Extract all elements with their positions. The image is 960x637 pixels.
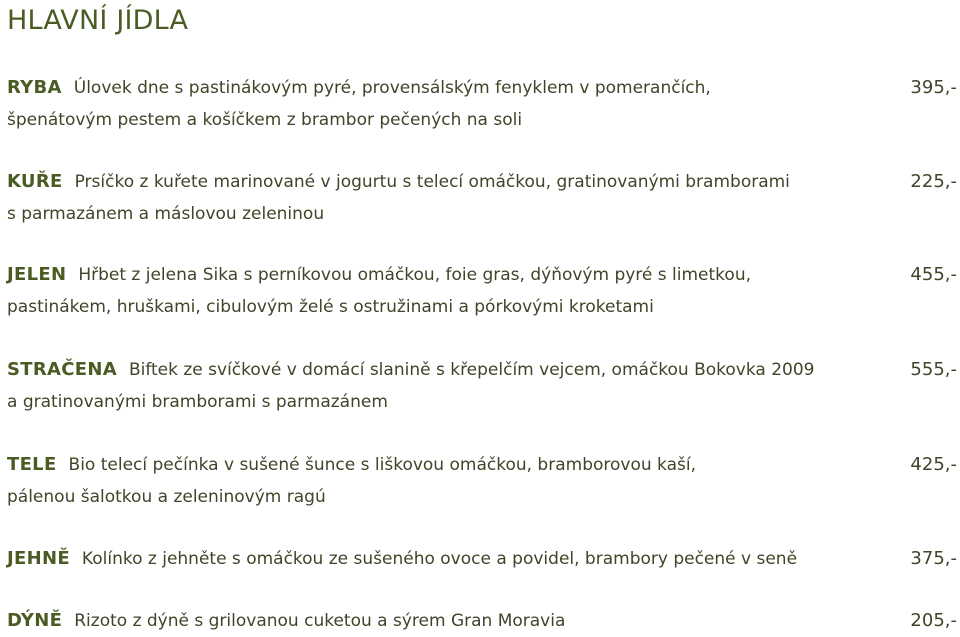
dish-price: 425,- bbox=[910, 454, 957, 475]
section-title: HLAVNÍ JÍDLA bbox=[7, 5, 189, 36]
dish-name: JEHNĚ bbox=[7, 548, 70, 569]
dish-description: Úlovek dne s pastinákovým pyré, provensálským fenyklem v pomerančích, bbox=[73, 78, 711, 98]
dish-description: Bio telecí pečínka v sušené šunce s liškovou omáčkou, bramborovou kaší, bbox=[68, 455, 696, 475]
dish-name: KUŘE bbox=[7, 171, 63, 192]
dish-price: 555,- bbox=[910, 359, 957, 380]
menu-item-tele bbox=[7, 449, 957, 513]
menu-item-ryba bbox=[7, 72, 957, 136]
dish-name: JELEN bbox=[7, 264, 67, 285]
dish-description-continued: pálenou šalotkou a zeleninovým ragú bbox=[7, 487, 326, 507]
menu-item-line bbox=[7, 543, 957, 575]
menu-item-dyne bbox=[7, 605, 957, 637]
menu-page bbox=[7, 0, 957, 636]
menu-item-line bbox=[7, 449, 957, 481]
dish-description-continued: špenátovým pestem a košíčkem z brambor pečených na soli bbox=[7, 110, 523, 130]
dish-description: Biftek ze svíčkové v domácí slanině s křepelčím vejcem, omáčkou Bokovka 2009 bbox=[128, 360, 815, 380]
dish-name: TELE bbox=[7, 454, 57, 475]
dish-price: 375,- bbox=[910, 548, 957, 569]
dish-price: 225,- bbox=[910, 171, 957, 192]
dish-description-continued: pastinákem, hruškami, cibulovým želé s ostružinami a pórkovými kroketami bbox=[7, 297, 654, 317]
dish-description: Rizoto z dýně s grilovanou cuketou a sýrem Gran Moravia bbox=[74, 611, 566, 631]
menu-item-jehne bbox=[7, 543, 957, 575]
dish-price: 395,- bbox=[910, 77, 957, 98]
menu-item-line bbox=[7, 166, 957, 198]
dish-name: RYBA bbox=[7, 77, 62, 98]
dish-description-continued: a gratinovanými bramborami s parmazánem bbox=[7, 392, 388, 412]
dish-price: 455,- bbox=[910, 264, 957, 285]
menu-item-line bbox=[7, 605, 957, 637]
menu-item-kure bbox=[7, 166, 957, 230]
menu-item-stracena bbox=[7, 354, 957, 418]
dish-name: STRAČENA bbox=[7, 359, 117, 380]
menu-item-line bbox=[7, 259, 957, 291]
dish-description-continued: s parmazánem a máslovou zeleninou bbox=[7, 204, 325, 224]
dish-price: 205,- bbox=[910, 610, 957, 631]
dish-name: DÝNĚ bbox=[7, 610, 63, 631]
menu-item-jelen bbox=[7, 259, 957, 323]
dish-description: Kolínko z jehněte s omáčkou ze sušeného ovoce a povidel, brambory pečené v seně bbox=[81, 549, 798, 569]
menu-item-line bbox=[7, 354, 957, 386]
dish-description: Prsíčko z kuřete marinované v jogurtu s telecí omáčkou, gratinovanými bramborami bbox=[74, 172, 790, 192]
dish-description: Hřbet z jelena Sika s perníkovou omáčkou, foie gras, dýňovým pyré s limetkou, bbox=[78, 265, 751, 285]
menu-item-line bbox=[7, 72, 957, 104]
